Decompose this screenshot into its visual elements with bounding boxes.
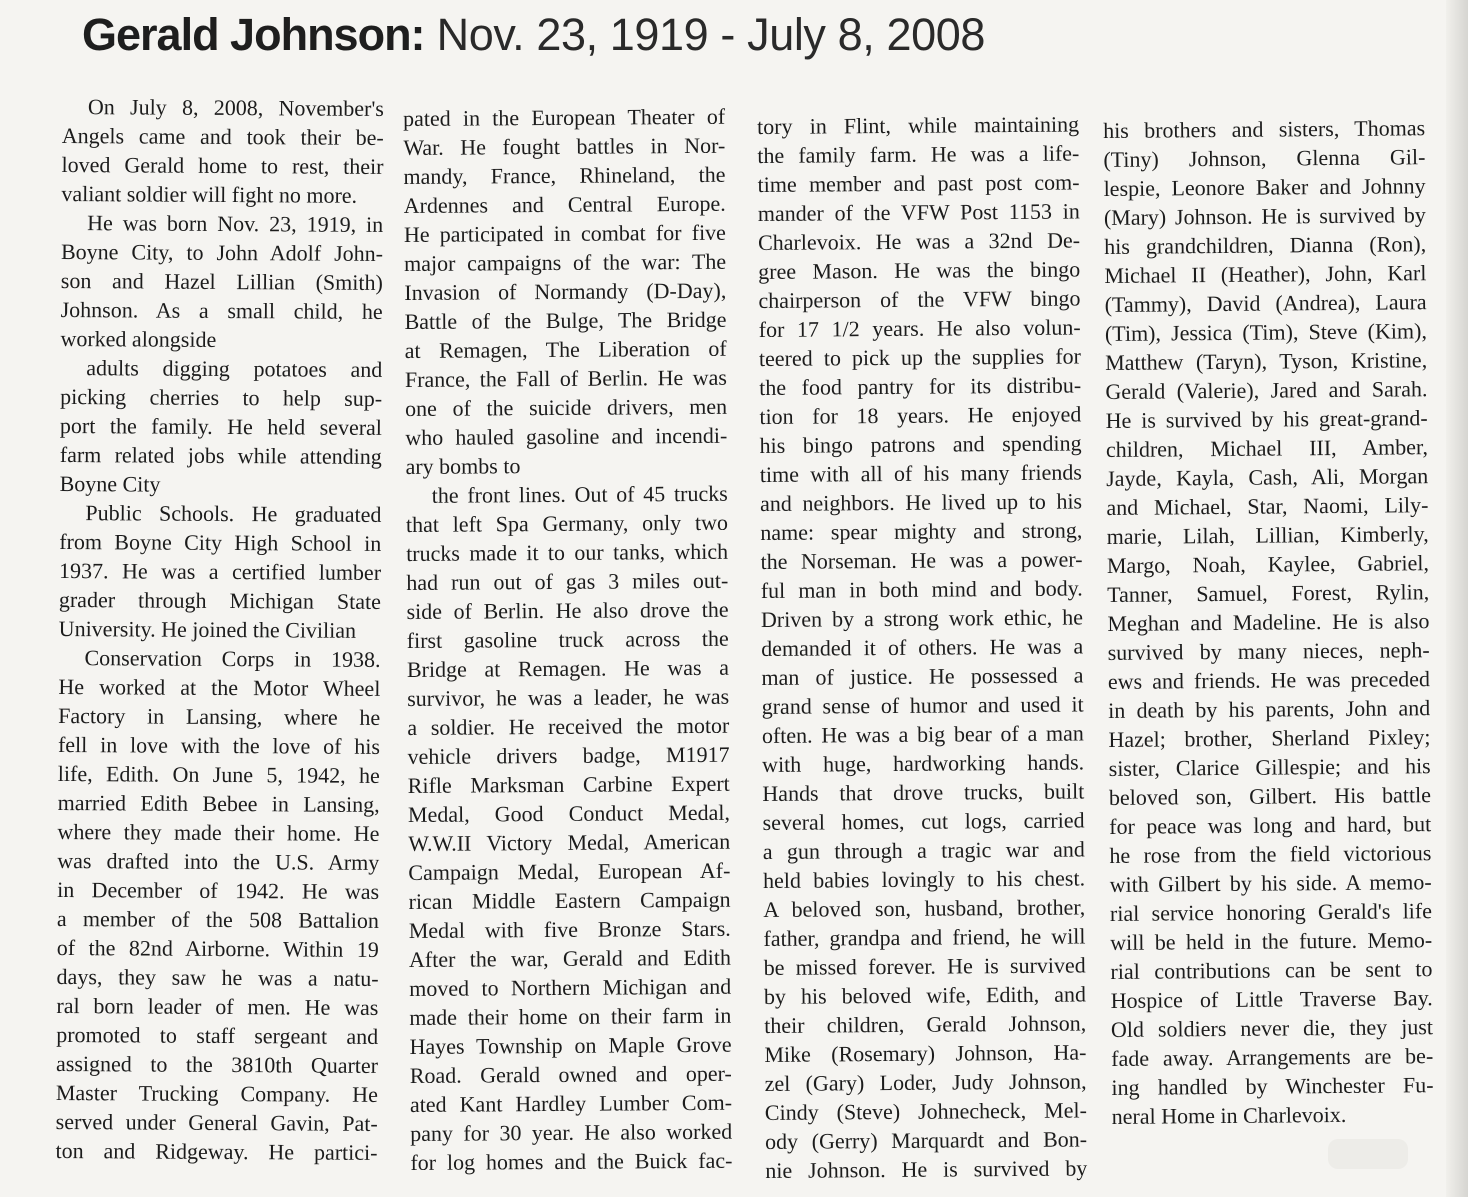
text-line: Margo, Noah, Kaylee, Gabriel,	[1106, 550, 1430, 578]
text-line: grand sense of humor and used it	[761, 691, 1084, 719]
text-column-1	[55, 92, 384, 1194]
text-line: man of justice. He possessed a	[761, 662, 1084, 690]
text-line: father, grandpa and friend, he will	[763, 923, 1086, 951]
text-line: Ardennes and Central Europe.	[403, 190, 726, 218]
text-line: tion for 18 years. He enjoyed	[759, 401, 1082, 429]
text-line: ated Kant Hardley Lumber Com-	[409, 1089, 733, 1117]
text-line: Conservation Corps in 1938.	[84, 645, 381, 672]
text-line: Charlevoix. He was a 32nd De-	[757, 227, 1081, 255]
text-line: from Boyne City High School in	[59, 528, 382, 556]
text-line: in December of 1942. He was	[57, 876, 380, 904]
text-line: marie, Lilah, Lillian, Kimberly,	[1106, 521, 1429, 549]
obituary-headline	[82, 4, 985, 66]
text-line: Hayes Township on Maple Grove	[409, 1031, 732, 1059]
text-line: Medal, Good Conduct Medal,	[407, 799, 731, 827]
text-line: Johnson. As a small child, he	[60, 296, 383, 324]
text-line: time with all of his many friends	[759, 459, 1082, 487]
text-line: in death by his parents, John and	[1108, 695, 1431, 723]
text-line: the food pantry for its distribu-	[759, 372, 1082, 400]
text-line: Michael II (Heather), John, Karl	[1104, 260, 1427, 288]
text-line: survived by many nieces, neph-	[1107, 637, 1430, 665]
text-line: promoted to staff sergeant and	[56, 1021, 379, 1049]
text-line: Bridge at Remagen. He was a	[406, 654, 730, 682]
text-line: Driven by a strong work ethic, he	[760, 604, 1084, 632]
text-line: worked alongside	[60, 325, 217, 352]
text-line: Hands that drove trucks, built	[762, 778, 1085, 806]
text-line: often. He was a big bear of a man	[761, 720, 1084, 748]
text-line: Gerald (Valerie), Jared and Sarah.	[1105, 376, 1428, 404]
text-line: Cindy (Steve) Johnecheck, Mel-	[764, 1097, 1087, 1125]
text-line: He was born Nov. 23, 1919, in	[87, 210, 384, 237]
text-line: the family farm. He was a life-	[757, 140, 1080, 168]
text-line: Boyne City, to John Adolf John-	[60, 238, 384, 266]
text-line: fell in love with the love of his	[57, 731, 381, 759]
text-line: He participated in combat for five	[403, 219, 726, 247]
text-line: Rifle Marksman Carbine Expert	[407, 770, 730, 798]
text-line: mandy, France, Rhineland, the	[403, 161, 726, 189]
text-line: sister, Clarice Gillespie; and his	[1108, 753, 1431, 781]
text-line: demanded it of others. He was a	[761, 633, 1084, 661]
text-line: Medal with five Bronze Stars.	[408, 915, 731, 943]
text-line: Boyne City	[59, 470, 161, 497]
text-line: nie Johnson. He is survived by	[765, 1155, 1088, 1183]
text-line: France, the Fall of Berlin. He was	[404, 364, 728, 392]
text-line: assigned to the 3810th Quarter	[55, 1050, 379, 1078]
text-line: Factory in Lansing, where he	[58, 702, 381, 730]
text-line: He is survived by his great-grand-	[1105, 405, 1428, 433]
text-line: Jayde, Kayla, Cash, Ali, Morgan	[1106, 463, 1429, 491]
text-line: of the 82nd Airborne. Within 19	[56, 934, 379, 962]
text-line: ews and friends. He was preceded	[1107, 666, 1431, 694]
text-line: rican Middle Eastern Campaign	[408, 886, 731, 914]
print-smudge	[1328, 1139, 1408, 1169]
text-line: had run out of gas 3 miles out-	[406, 567, 729, 595]
text-line: Campaign Medal, European Af-	[408, 857, 731, 885]
text-line: farm related jobs while attending	[59, 441, 382, 469]
text-line: will be held in the future. Memo-	[1110, 927, 1433, 955]
text-line: ful man in both mind and body.	[760, 575, 1083, 603]
text-line: with huge, hardworking hands.	[762, 749, 1085, 777]
text-line: Hazel; brother, Sherland Pixley;	[1108, 724, 1431, 752]
text-line: he rose from the field victorious	[1109, 840, 1432, 868]
text-line: name: spear mighty and strong,	[760, 517, 1083, 545]
text-line: vehicle drivers badge, M1917	[407, 741, 730, 769]
text-line: University. He joined the Civilian	[58, 615, 357, 643]
text-line: Angels came and took their be-	[61, 122, 384, 150]
text-line: ody (Gerry) Marquardt and Bon-	[764, 1126, 1088, 1154]
text-line: the front lines. Out of 45 trucks	[431, 480, 728, 508]
text-line: 1937. He was a certified lumber	[59, 557, 382, 585]
text-line: beloved son, Gilbert. His battle	[1108, 782, 1432, 810]
text-line: was drafted into the U.S. Army	[57, 847, 380, 875]
text-line: that left Spa Germany, only two	[405, 509, 729, 537]
text-line: trucks made it to our tanks, which	[406, 538, 729, 566]
text-line: be missed forever. He is survived	[763, 952, 1086, 980]
text-line: teered to pick up the supplies for	[758, 343, 1082, 371]
text-line: valiant soldier will fight no more.	[61, 180, 358, 208]
text-line: who hauled gasoline and incendi-	[405, 422, 728, 450]
text-line: (Tiny) Johnson, Glenna Gil-	[1103, 144, 1426, 172]
text-line: Invasion of Normandy (D-Day),	[404, 277, 727, 305]
text-line: rial contributions can be sent to	[1110, 956, 1433, 984]
text-line: his bingo patrons and spending	[759, 430, 1082, 458]
headline-name: Gerald Johnson:	[82, 9, 425, 60]
text-line: (Tim), Jessica (Tim), Steve (Kim),	[1104, 318, 1427, 346]
text-line: zel (Gary) Loder, Judy Johnson,	[764, 1068, 1087, 1096]
text-line: for 17 1/2 years. He also volun-	[758, 314, 1081, 342]
text-line: made their home on their farm in	[409, 1002, 732, 1030]
text-line: fade away. Arrangements are be-	[1111, 1043, 1434, 1071]
text-line: served under General Gavin, Pat-	[55, 1108, 378, 1136]
text-line: moved to Northern Michigan and	[409, 973, 732, 1001]
text-line: several homes, cut logs, carried	[762, 807, 1085, 835]
text-line: the Norseman. He was a power-	[760, 546, 1083, 574]
text-line: lespie, Leonore Baker and Johnny	[1103, 173, 1426, 201]
text-line: married Edith Bebee in Lansing,	[57, 789, 380, 817]
text-line: chairperson of the VFW bingo	[758, 285, 1081, 313]
text-line: Road. Gerald owned and oper-	[409, 1060, 732, 1088]
text-line: gree Mason. He was the bingo	[758, 256, 1081, 284]
headline-dates: Nov. 23, 1919 - July 8, 2008	[436, 9, 985, 60]
text-line: his brothers and sisters, Thomas	[1103, 115, 1426, 143]
text-line: adults digging potatoes and	[86, 355, 383, 382]
text-line: days, they saw he was a natu-	[56, 963, 379, 991]
text-line: their children, Gerald Johnson,	[764, 1010, 1087, 1038]
text-line: by his beloved wife, Edith, and	[763, 981, 1087, 1009]
text-line: picking cherries to help sup-	[60, 383, 383, 411]
text-line: ral born leader of men. He was	[56, 992, 379, 1020]
text-line: He worked at the Motor Wheel	[58, 673, 381, 701]
text-line: Public Schools. He graduated	[85, 500, 382, 527]
text-line: Matthew (Taryn), Tyson, Kristine,	[1105, 347, 1428, 375]
text-line: grader through Michigan State	[58, 586, 381, 614]
text-line: tory in Flint, while maintaining	[757, 111, 1080, 139]
text-line: A beloved son, husband, brother,	[763, 894, 1086, 922]
text-line: Battle of the Bulge, The Bridge	[404, 306, 727, 334]
text-line: pany for 30 year. He also worked	[410, 1118, 733, 1146]
text-line: Tanner, Samuel, Forest, Rylin,	[1107, 579, 1430, 607]
text-line: held babies lovingly to his chest.	[762, 865, 1086, 893]
text-line: and neighbors. He lived up to his	[759, 488, 1083, 516]
text-column-3	[757, 109, 1088, 1197]
text-line: ing handled by Winchester Fu-	[1111, 1072, 1434, 1100]
text-line: After the war, Gerald and Edith	[408, 944, 732, 972]
text-line: (Mary) Johnson. He is survived by	[1103, 202, 1426, 230]
text-line: a member of the 508 Battalion	[56, 905, 380, 933]
text-line: port the family. He held several	[59, 412, 383, 440]
text-line: time member and past post com-	[757, 169, 1080, 197]
text-line: side of Berlin. He also drove the	[406, 596, 729, 624]
text-line: Master Trucking Company. He	[55, 1079, 378, 1107]
text-line: rial service honoring Gerald's life	[1109, 898, 1433, 926]
text-line: a soldier. He received the motor	[407, 712, 730, 740]
text-line: where they made their home. He	[57, 818, 380, 846]
text-line: for log homes and the Buick fac-	[410, 1147, 733, 1175]
text-column-4	[1103, 113, 1435, 1197]
text-line: pated in the European Theater of	[403, 103, 726, 131]
text-line: Mike (Rosemary) Johnson, Ha-	[764, 1039, 1087, 1067]
text-line: (Tammy), David (Andrea), Laura	[1104, 289, 1427, 317]
text-line: ton and Ridgeway. He partici-	[55, 1137, 378, 1165]
text-line: major campaigns of the war: The	[404, 248, 727, 276]
text-line: a gun through a tragic war and	[762, 836, 1085, 864]
text-line: his grandchildren, Dianna (Ron),	[1104, 231, 1427, 259]
text-line: ary bombs to	[405, 453, 521, 479]
text-line: and Michael, Star, Naomi, Lily-	[1106, 492, 1429, 520]
text-line: first gasoline truck across the	[406, 625, 729, 653]
text-column-2	[403, 102, 733, 1197]
text-line: one of the suicide drivers, men	[405, 393, 728, 421]
text-line: with Gilbert by his side. A memo-	[1109, 869, 1432, 897]
text-line: neral Home in Charlevoix.	[1111, 1101, 1347, 1129]
text-line: W.W.II Victory Medal, American	[408, 828, 731, 856]
text-line: War. He fought battles in Nor-	[403, 132, 726, 160]
text-line: children, Michael III, Amber,	[1105, 434, 1429, 462]
text-line: Meghan and Madeline. He is also	[1107, 608, 1430, 636]
text-line: for peace was long and hard, but	[1109, 811, 1432, 839]
text-line: at Remagen, The Liberation of	[404, 335, 727, 363]
text-line: Hospice of Little Traverse Bay.	[1110, 985, 1433, 1013]
text-line: mander of the VFW Post 1153 in	[757, 198, 1080, 226]
text-line: On July 8, 2008, November's	[87, 94, 384, 121]
text-line: life, Edith. On June 5, 1942, he	[57, 760, 380, 788]
obituary-body	[0, 92, 1468, 1192]
text-line: loved Gerald home to rest, their	[61, 151, 384, 179]
text-line: son and Hazel Lillian (Smith)	[60, 267, 383, 295]
text-line: Old soldiers never die, they just	[1110, 1014, 1434, 1042]
text-line: survivor, he was a leader, he was	[407, 683, 730, 711]
